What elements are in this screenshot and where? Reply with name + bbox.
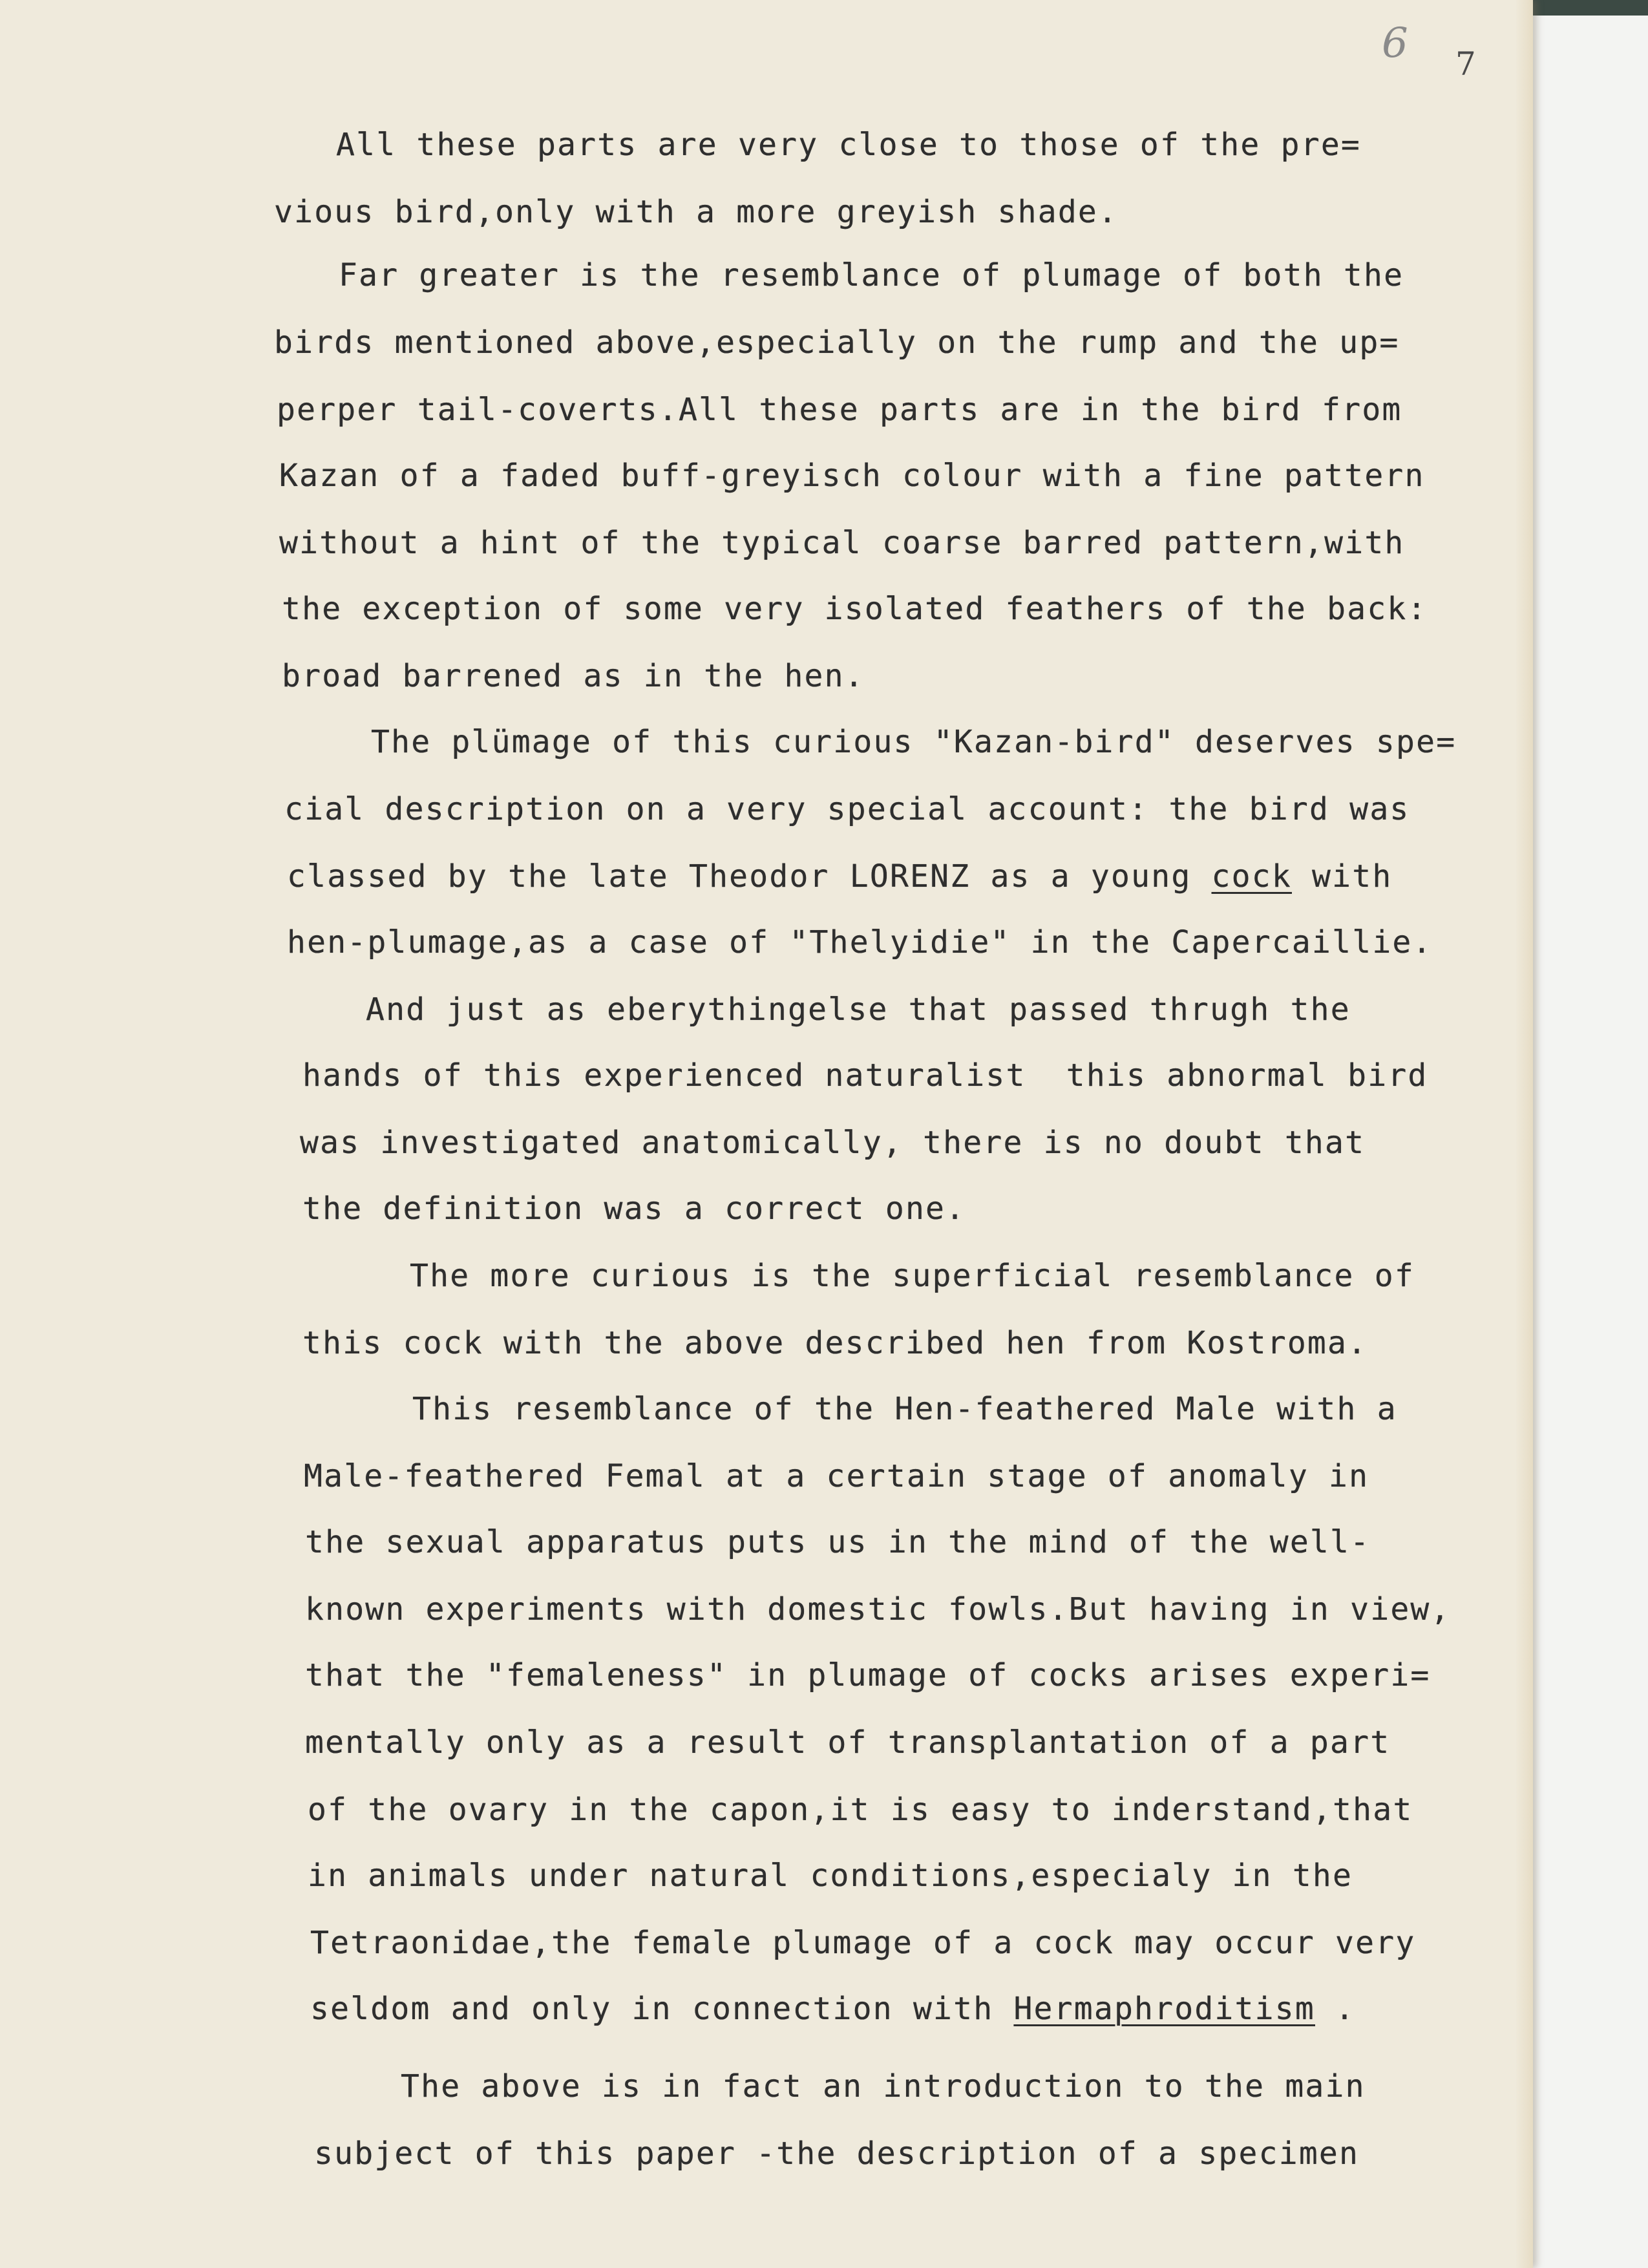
text-line-24: that the "femaleness" in plumage of cocks arises experi= xyxy=(305,1657,1431,1693)
text-line-12-start: classed by the late Theodor LORENZ as a young xyxy=(287,858,1212,895)
text-line-14: And just as eberythingelse that passed thrugh the xyxy=(366,991,1351,1028)
text-line-11: cial description on a very special account: the bird was xyxy=(284,791,1410,827)
text-line-18: The more curious is the superficial resemblance of xyxy=(410,1258,1415,1294)
scanner-margin xyxy=(1532,0,1648,2268)
text-line-12-end: with xyxy=(1291,858,1393,895)
underlined-word-cock: cock xyxy=(1211,858,1292,895)
text-line-30: The above is in fact an introduction to the main xyxy=(401,2068,1366,2104)
text-line-25: mentally only as a result of transplantation of a part xyxy=(305,1724,1391,1761)
text-line-4: birds mentioned above,especially on the rump and the up= xyxy=(274,324,1400,361)
text-line-27: in animals under natural conditions,especialy in the xyxy=(308,1858,1353,1894)
underlined-word-hermaphroditism: Hermaphroditism xyxy=(1013,1991,1315,2027)
text-line-21: Male-feathered Femal at a certain stage of anomaly in xyxy=(304,1458,1369,1494)
text-line-13: hen-plumage,as a case of "Thelyidie" in the Capercaillie. xyxy=(287,924,1433,960)
text-line-12 xyxy=(287,858,1392,895)
text-line-29-start: seldom and only in connection with xyxy=(310,1991,1014,2027)
text-line-1: All these parts are very close to those of the pre= xyxy=(336,127,1362,163)
text-line-3: Far greater is the resemblance of plumage of both the xyxy=(339,257,1404,293)
text-line-19: this cock with the above described hen from Kostroma. xyxy=(302,1325,1368,1361)
text-line-8: the exception of some very isolated feathers of the back: xyxy=(282,591,1428,627)
text-line-16: was investigated anatomically, there is no doubt that xyxy=(300,1125,1366,1161)
paper-edge xyxy=(1515,0,1533,2268)
scanner-edge xyxy=(1532,0,1648,16)
text-line-29 xyxy=(310,1991,1355,2027)
text-line-22: the sexual apparatus puts us in the mind of the well- xyxy=(305,1524,1371,1560)
text-line-6: Kazan of a faded buff-greyisch colour with a fine pattern xyxy=(279,458,1425,494)
text-line-20: This resemblance of the Hen-feathered Male with a xyxy=(412,1391,1397,1427)
text-line-31: subject of this paper -the description of a specimen xyxy=(314,2136,1360,2172)
text-line-29-end: . xyxy=(1315,1991,1356,2027)
text-line-26: of the ovary in the capon,it is easy to inderstand,that xyxy=(308,1792,1413,1828)
text-line-28: Tetraonidae,the female plumage of a cock may occur very xyxy=(310,1925,1416,1961)
text-line-15: hands of this experienced naturalist this abnormal bird xyxy=(302,1057,1428,1094)
text-line-9: broad barrened as in the hen. xyxy=(282,658,865,694)
text-line-7: without a hint of the typical coarse barred pattern,with xyxy=(279,525,1405,561)
text-line-10: The plümage of this curious "Kazan-bird" deserves spe= xyxy=(371,724,1457,760)
text-line-23: known experiments with domestic fowls.But having in view, xyxy=(305,1591,1451,1627)
handwritten-page-number: 6 xyxy=(1382,19,1408,67)
typed-page-number: 7 xyxy=(1455,45,1476,83)
text-line-17: the definition was a correct one. xyxy=(302,1191,966,1227)
text-line-5: perper tail-coverts.All these parts are in the bird from xyxy=(277,392,1402,428)
text-line-2: vious bird,only with a more greyish shade. xyxy=(274,194,1119,230)
